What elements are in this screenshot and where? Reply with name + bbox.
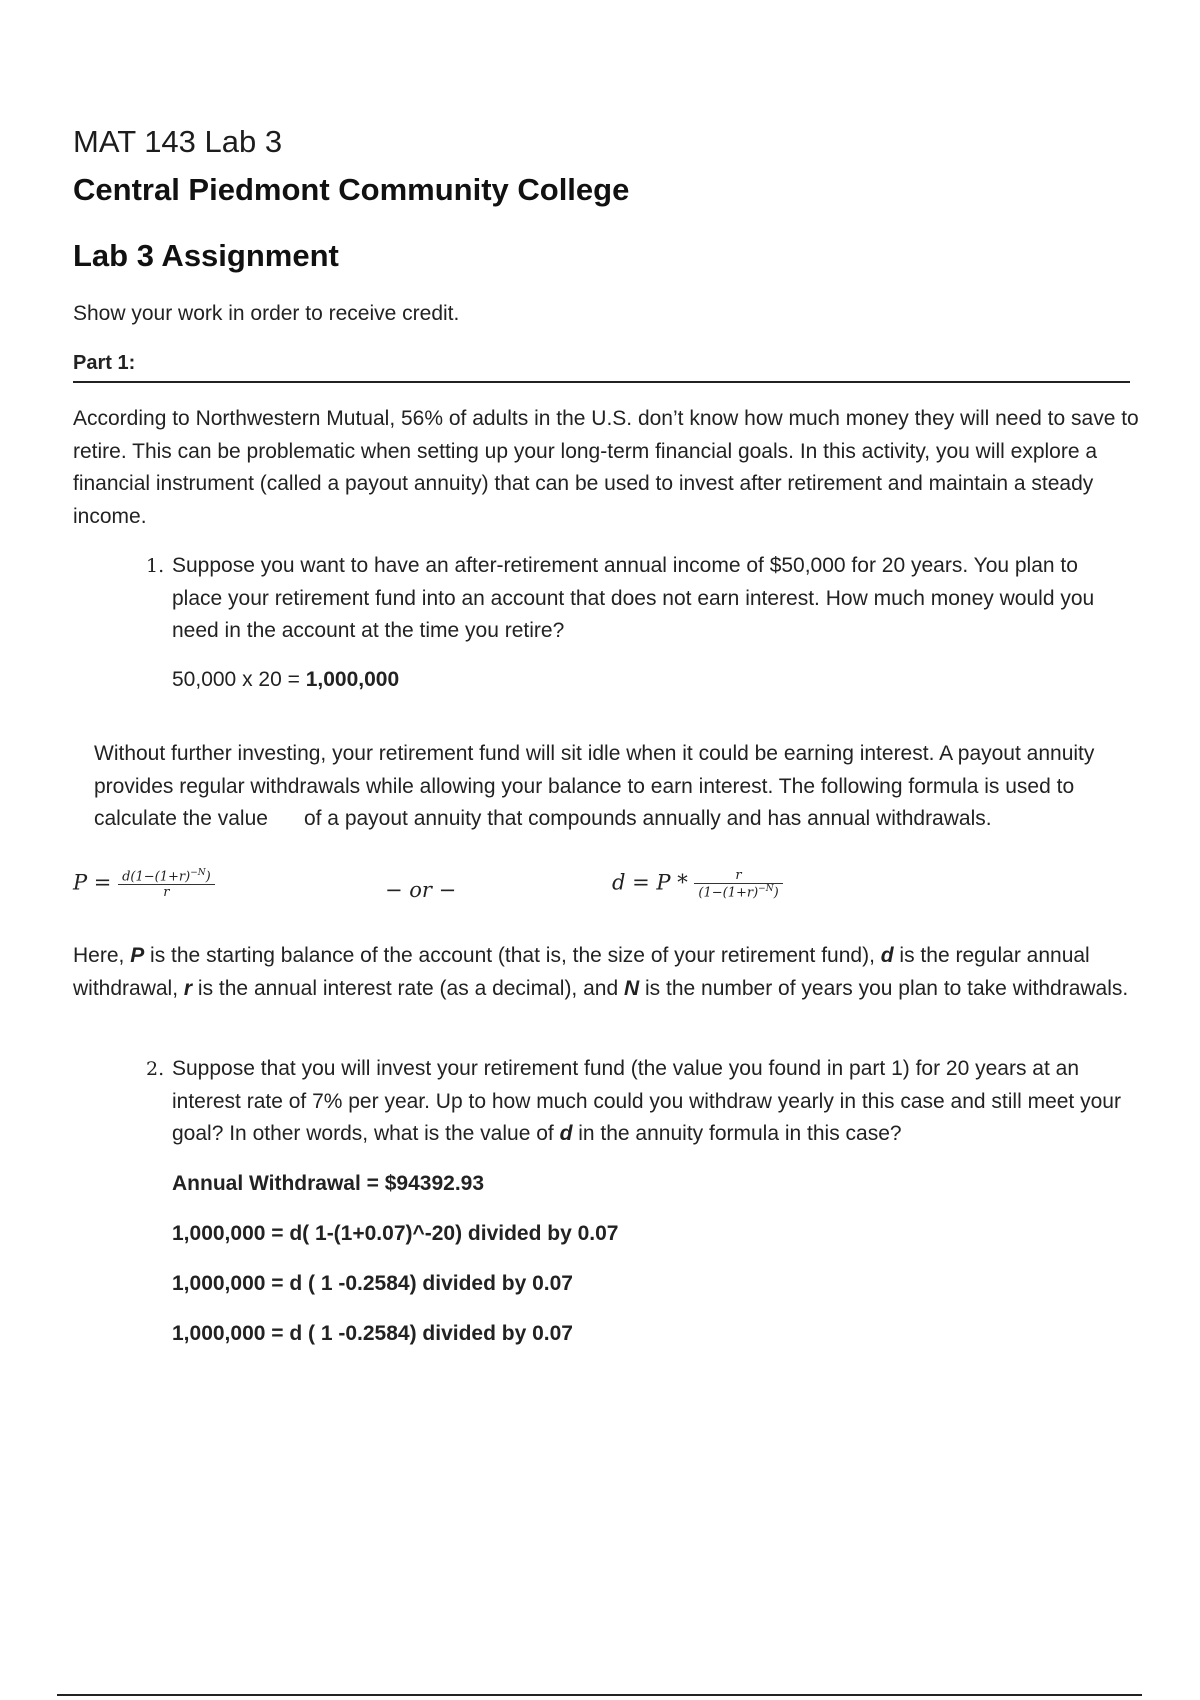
intro-paragraph: According to Northwestern Mutual, 56% of adults in the U.S. don’t know how much money they will need to save to retire. This can be problematic when setting up your long-term financial goals. In this activity, you will explore a financial instrument (called a payout annuity) that can be used to invest after retirement and maintain a steady income.	[73, 407, 1139, 528]
formula-right-numerator: r	[694, 868, 782, 884]
formula-left-denominator: r	[163, 885, 170, 901]
annuity-paragraph	[94, 738, 1144, 836]
question-1-text: Suppose you want to have an after-retirement annual income of $50,000 for 20 years. You plan to place your retirement fund into an account that does not earn interest. How much money would you need in the account at the time you retire?	[172, 554, 1095, 642]
part-heading: Part 1:	[73, 352, 136, 374]
variable-definitions: Here, P is the starting balance of the account (that is, the size of your retirement fund), d is the regular annual withdrawal, r is the annual interest rate (as a decimal), and N is the number of years you plan to take withdrawals.	[73, 944, 1129, 1000]
answer-1-value: 1,000,000	[305, 668, 400, 691]
question-2-text-a: Suppose that you will invest your retirement fund (the value you found in part 1) for 20 years at an interest rate of 7% per year. Up to how much could you withdraw yearly in this case and still meet your goal? In other words, what is the value of	[172, 1057, 1121, 1145]
variable-r: r	[183, 976, 193, 1000]
question-1-number: 1.	[146, 555, 165, 577]
instructions-text: Show your work in order to receive credit.	[73, 302, 460, 325]
formula-left-fraction	[118, 868, 215, 900]
work-line: 1,000,000 = d ( 1 -0.2584) divided by 0.07	[172, 1322, 573, 1345]
formula-present-value	[73, 868, 215, 900]
annuity-text-b: of a payout annuity that compounds annually and has annual withdrawals.	[303, 807, 992, 830]
formula-left-numerator: $d(1-(1+r)^{-N})$	[118, 868, 215, 885]
college-name: Central Piedmont Community College	[73, 172, 630, 207]
answer-1-expression: 50,000 x 20 =	[172, 668, 306, 691]
formula-right-lhs: d = P *	[612, 870, 688, 895]
work-line: 1,000,000 = d( 1-(1+0.07)^-20) divided by 0.07	[172, 1222, 619, 1245]
annuity-text-a: Without further investing, your retirement fund will sit idle when it could be earning interest. A payout annuity provides regular withdrawals while allowing your balance to earn interest. The following formula is used to calculate the value	[94, 742, 1095, 830]
variable-P: P	[130, 944, 145, 967]
question-2-variable-d: d	[559, 1122, 573, 1145]
question-2	[146, 1053, 1132, 1151]
variable-N: N	[623, 976, 640, 1000]
formula-or-separator: − or −	[385, 878, 457, 902]
variable-d: d	[880, 944, 894, 967]
question-2-number: 2.	[146, 1058, 165, 1080]
formula-withdrawal	[612, 868, 783, 900]
assignment-title: Lab 3 Assignment	[73, 238, 339, 273]
page-bottom-rule	[57, 1694, 1142, 1696]
work-line: 1,000,000 = d ( 1 -0.2584) divided by 0.07	[172, 1272, 573, 1295]
formula-right-denominator: $(1-(1+r)^{-N})$	[698, 884, 779, 901]
formula-right-fraction	[694, 868, 782, 900]
question-1-answer	[172, 668, 399, 692]
annual-withdrawal-answer: Annual Withdrawal = $94392.93	[172, 1172, 485, 1195]
course-title: MAT 143 Lab 3	[73, 124, 283, 159]
question-2-text-b: in the annuity formula in this case?	[572, 1122, 902, 1145]
question-1	[146, 550, 1132, 648]
formula-left-lhs: P =	[73, 870, 112, 895]
part-divider	[73, 381, 1130, 383]
